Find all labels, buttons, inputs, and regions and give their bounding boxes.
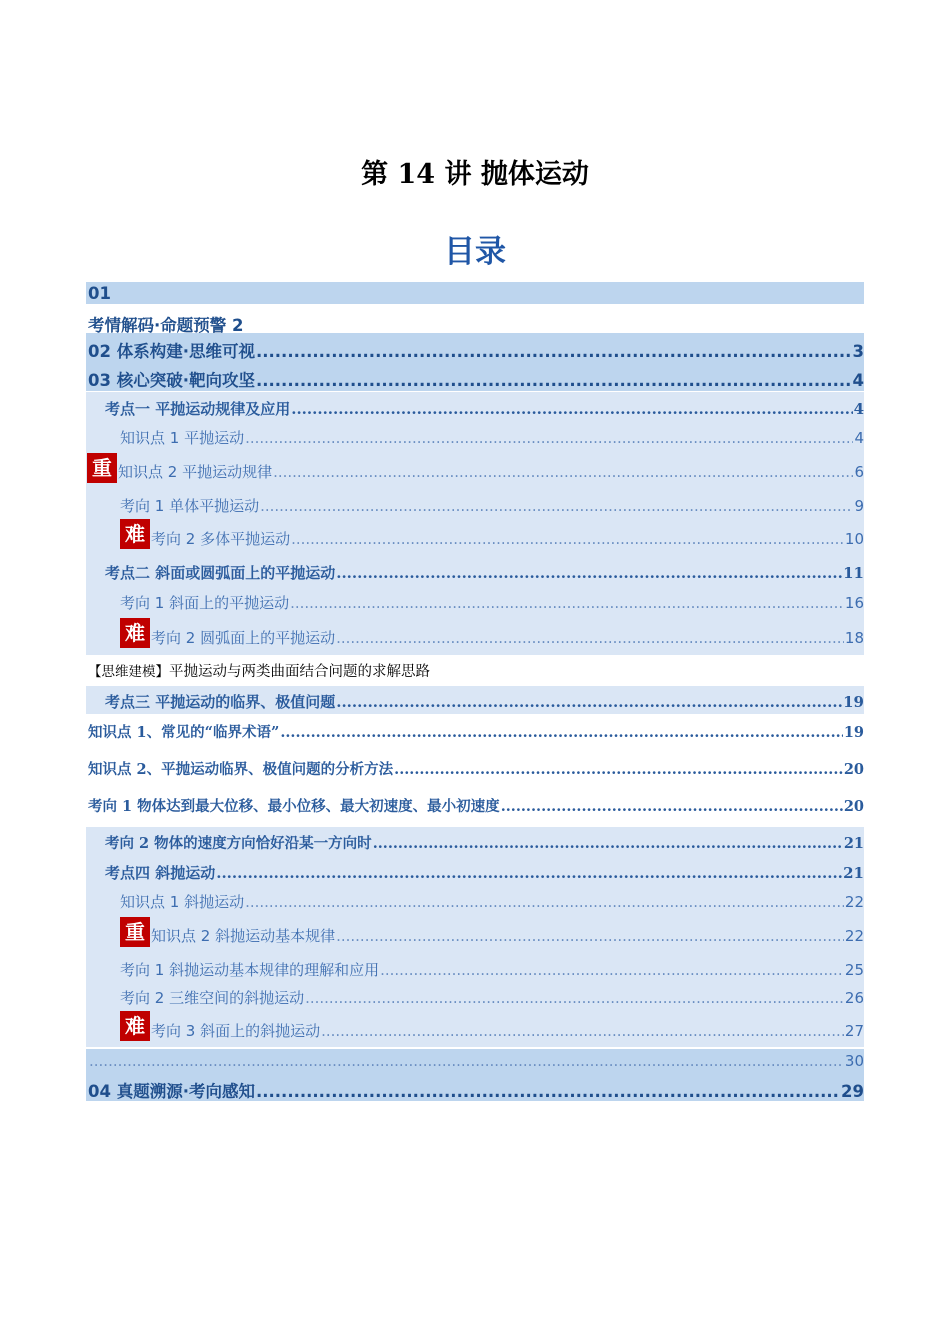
toc-page: 26: [844, 989, 864, 1007]
toc-page: 19: [843, 724, 864, 741]
zhong-badge-icon: 重: [87, 453, 117, 483]
toc-k1-kaoxiang-2[interactable]: [151, 528, 864, 549]
toc-page: 6: [854, 463, 864, 481]
leader-dots: [291, 400, 852, 418]
toc-page: 20: [843, 798, 864, 815]
leader-dots: [273, 463, 853, 481]
toc-label: 考向 1 单体平抛运动: [120, 497, 260, 515]
leader-dots: [245, 893, 844, 911]
toc-k4-zhishidian-1[interactable]: [120, 891, 864, 912]
toc-label: 考点四 斜抛运动: [105, 864, 216, 882]
thinking-model-line[interactable]: [88, 660, 430, 681]
toc-page: 21: [843, 835, 864, 852]
toc-page: 11: [843, 564, 864, 582]
toc-page: 27: [844, 1022, 864, 1040]
leader-dots: [256, 342, 852, 361]
toc-label: 知识点 2 斜抛运动基本规律: [151, 927, 336, 945]
toc-k1-zhishidian-2[interactable]: [118, 461, 864, 482]
toc-label: 02 体系构建·思维可视: [88, 342, 255, 361]
toc-kaodian-4[interactable]: [105, 862, 864, 883]
toc-label: 考向 2 物体的速度方向恰好沿某一方向时: [105, 835, 372, 852]
toc-label: 考点一 平抛运动规律及应用: [105, 400, 291, 418]
toc-k2-kaoxiang-2[interactable]: [151, 627, 864, 648]
toc-page: 29: [841, 1082, 864, 1101]
toc-page: 22: [844, 893, 864, 911]
toc-label: 考向 2 多体平抛运动: [151, 530, 291, 548]
nan-badge-icon: 难: [120, 1011, 150, 1041]
toc-page: 22: [844, 927, 864, 945]
leader-dots: [256, 1082, 840, 1101]
toc-label: 考向 2 三维空间的斜抛运动: [120, 989, 305, 1007]
toc-label: 考向 1 斜抛运动基本规律的理解和应用: [120, 961, 380, 979]
leader-dots: [280, 724, 842, 741]
toc-heading: 目录: [444, 234, 506, 270]
thinking-model-text: 平抛运动与两类曲面结合问题的求解思路: [169, 664, 430, 680]
toc-k1-zhishidian-1[interactable]: [120, 427, 864, 448]
toc-page: 4: [852, 371, 864, 390]
toc-k4-kaoxiang-3[interactable]: [151, 1020, 864, 1041]
leader-dots: [291, 530, 844, 548]
toc-label: 考向 1 斜面上的平抛运动: [120, 594, 290, 612]
toc-label: 知识点 1、常见的“临界术语”: [88, 724, 280, 741]
toc-entry-01-text: 考情解码·命题预警 2: [88, 316, 244, 335]
toc-page: 20: [843, 761, 864, 778]
toc-page: 16: [844, 594, 864, 612]
toc-blank-entry[interactable]: [88, 1052, 864, 1070]
leader-dots: [336, 564, 842, 582]
thinking-model-bracket: 【思维建模】: [88, 664, 169, 680]
toc-kaodian-1[interactable]: [105, 398, 864, 419]
leader-dots: [394, 761, 843, 778]
toc-entry-01-label[interactable]: [88, 312, 862, 336]
toc-k3-kaoxiang-1[interactable]: [88, 795, 864, 816]
lecture-title: 第 14 讲 抛体运动: [361, 159, 589, 190]
leader-dots: [290, 594, 844, 612]
toc-page: 9: [854, 497, 864, 515]
toc-label: 04 真题溯源·考向感知: [88, 1082, 255, 1101]
leader-dots: [89, 1052, 844, 1070]
toc-label: 考向 2 圆弧面上的平抛运动: [151, 629, 336, 647]
leader-dots: [336, 693, 842, 711]
toc-entry-02[interactable]: [88, 338, 864, 362]
toc-k3-zhishidian-1[interactable]: [88, 721, 864, 742]
toc-label: 考点二 斜面或圆弧面上的平抛运动: [105, 564, 336, 582]
toc-k4-kaoxiang-2[interactable]: [120, 987, 864, 1008]
toc-page: 4: [854, 429, 864, 447]
leader-dots: [336, 629, 844, 647]
toc-page: 10: [844, 530, 864, 548]
toc-label: 考点三 平抛运动的临界、极值问题: [105, 693, 336, 711]
toc-entry-01[interactable]: [88, 284, 862, 303]
leader-dots: [260, 497, 853, 515]
toc-label: 知识点 2、平抛运动临界、极值问题的分析方法: [88, 761, 394, 778]
toc-label: 考向 1 物体达到最大位移、最小位移、最大初速度、最小初速度: [88, 798, 500, 815]
toc-page: 3: [852, 342, 864, 361]
toc-entry-01-num: 01: [88, 284, 111, 303]
toc-label: 03 核心突破·靶向攻坚: [88, 371, 255, 390]
leader-dots: [336, 927, 844, 945]
leader-dots: [216, 864, 842, 882]
nan-badge-icon: 难: [120, 618, 150, 648]
toc-label: 知识点 1 斜抛运动: [120, 893, 245, 911]
toc-page: 25: [844, 961, 864, 979]
toc-k3-zhishidian-2[interactable]: [88, 758, 864, 779]
leader-dots: [305, 989, 844, 1007]
leader-dots: [380, 961, 844, 979]
toc-page: 4: [853, 400, 864, 418]
toc-kaodian-2[interactable]: [105, 562, 864, 583]
toc-label: 知识点 2 平抛运动规律: [118, 463, 273, 481]
leader-dots: [256, 371, 852, 390]
toc-entry-04[interactable]: [88, 1078, 864, 1102]
leader-dots: [501, 798, 843, 815]
zhong-badge-icon: 重: [120, 917, 150, 947]
nan-badge-icon: 难: [120, 519, 150, 549]
toc-page: 19: [843, 693, 864, 711]
toc-k4-kaoxiang-1[interactable]: [120, 959, 864, 980]
toc-page: 21: [843, 864, 864, 882]
toc-k2-kaoxiang-1[interactable]: [120, 592, 864, 613]
leader-dots: [321, 1022, 844, 1040]
leader-dots: [245, 429, 853, 447]
toc-page: 30: [844, 1052, 864, 1070]
leader-dots: [373, 835, 843, 852]
toc-label: 知识点 1 平抛运动: [120, 429, 245, 447]
toc-entry-03[interactable]: [88, 367, 864, 391]
toc-page: 18: [844, 629, 864, 647]
toc-label: 考向 3 斜面上的斜抛运动: [151, 1022, 321, 1040]
toc-kaodian-3[interactable]: [105, 691, 864, 712]
toc-k3-kaoxiang-2[interactable]: [105, 832, 864, 853]
toc-k1-kaoxiang-1[interactable]: [120, 495, 864, 516]
toc-k4-zhishidian-2[interactable]: [151, 925, 864, 946]
